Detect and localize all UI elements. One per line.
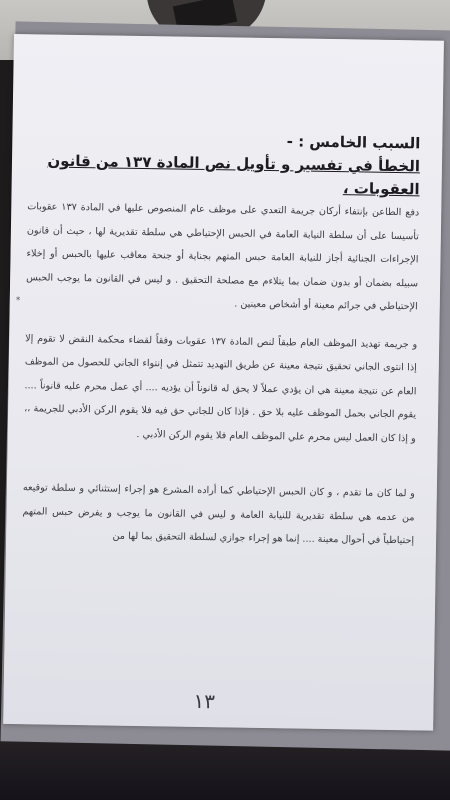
page-number: ١٣ — [193, 688, 216, 714]
paragraph-3: و لما كان ما تقدم ، و كان الحبس الإحتياطي كما أراده المشرع هو إجراء إستثنائي و سلطة توقيعه من عدمه هي سلطة تقديرية للنيابة العامة و ليس في القانون ما يوجب و يفرض حبس المتهم إحتياطياً في أحوال معينة .... إنما هو إجراء جوازي لسلطة التحقيق بما لها من — [22, 482, 415, 547]
section-title-line-1: الخطأ في تفسير و تأويل نص المادة ١٣٧ من قانون — [47, 151, 421, 176]
section-heading: السبب الخامس : - — [286, 132, 421, 153]
paragraph-1: دفع الطاعن بإنتفاء أركان جريمة التعدي على موظف عام المنصوص عليها في المادة ١٣٧ عقوبات تأسيسا على أن سلطة النيابة العامة في الحبس الإحتياطي هي سلطة تقديرية لها ، حيث أن قانون الإجراءات الجنائية أجاز للنيابة العامة حبس المتهم بجناية أو جنحة معاقب عليها بالحبس أو إخلاء سبيله بضمان أو بدون ضمان بما يتلاءم مع مصلحة التحقيق . و ليس في القانون ما يوجب الحبس الإحتياطي في جرائم معينة أو أشخاص معينين . — [26, 201, 420, 313]
paragraph-2: و جريمة تهديد الموظف العام طبقاً لنص المادة ١٣٧ عقوبات وفقاً لقضاء محكمة النقض لا تقوم إلا إذا انتوى الجاني تحقيق نتيجة معينة عن طريق التهديد تتمثل في إنتواء الجاني للحصول من الموظف العام عن نتيجة معينة هي ان يؤدي عملاً لا يحق له قانوناً أن يؤديه .... أي عمل محرم عليه قانوناً .... يقوم الجاني بحمل الموظف عليه بلا حق . فإذا كان للجاني حق فيه فلا يقوم الركن الأدبي للجريمة ،، و إذا كان العمل ليس محرم علي الموظف العام فلا يقوم الركن الأدبي . — [24, 332, 418, 444]
margin-mark: * — [15, 296, 21, 307]
page-content — [22, 126, 421, 553]
document-page — [3, 34, 444, 731]
section-title-line-2: العقوبات ، — [342, 179, 420, 199]
